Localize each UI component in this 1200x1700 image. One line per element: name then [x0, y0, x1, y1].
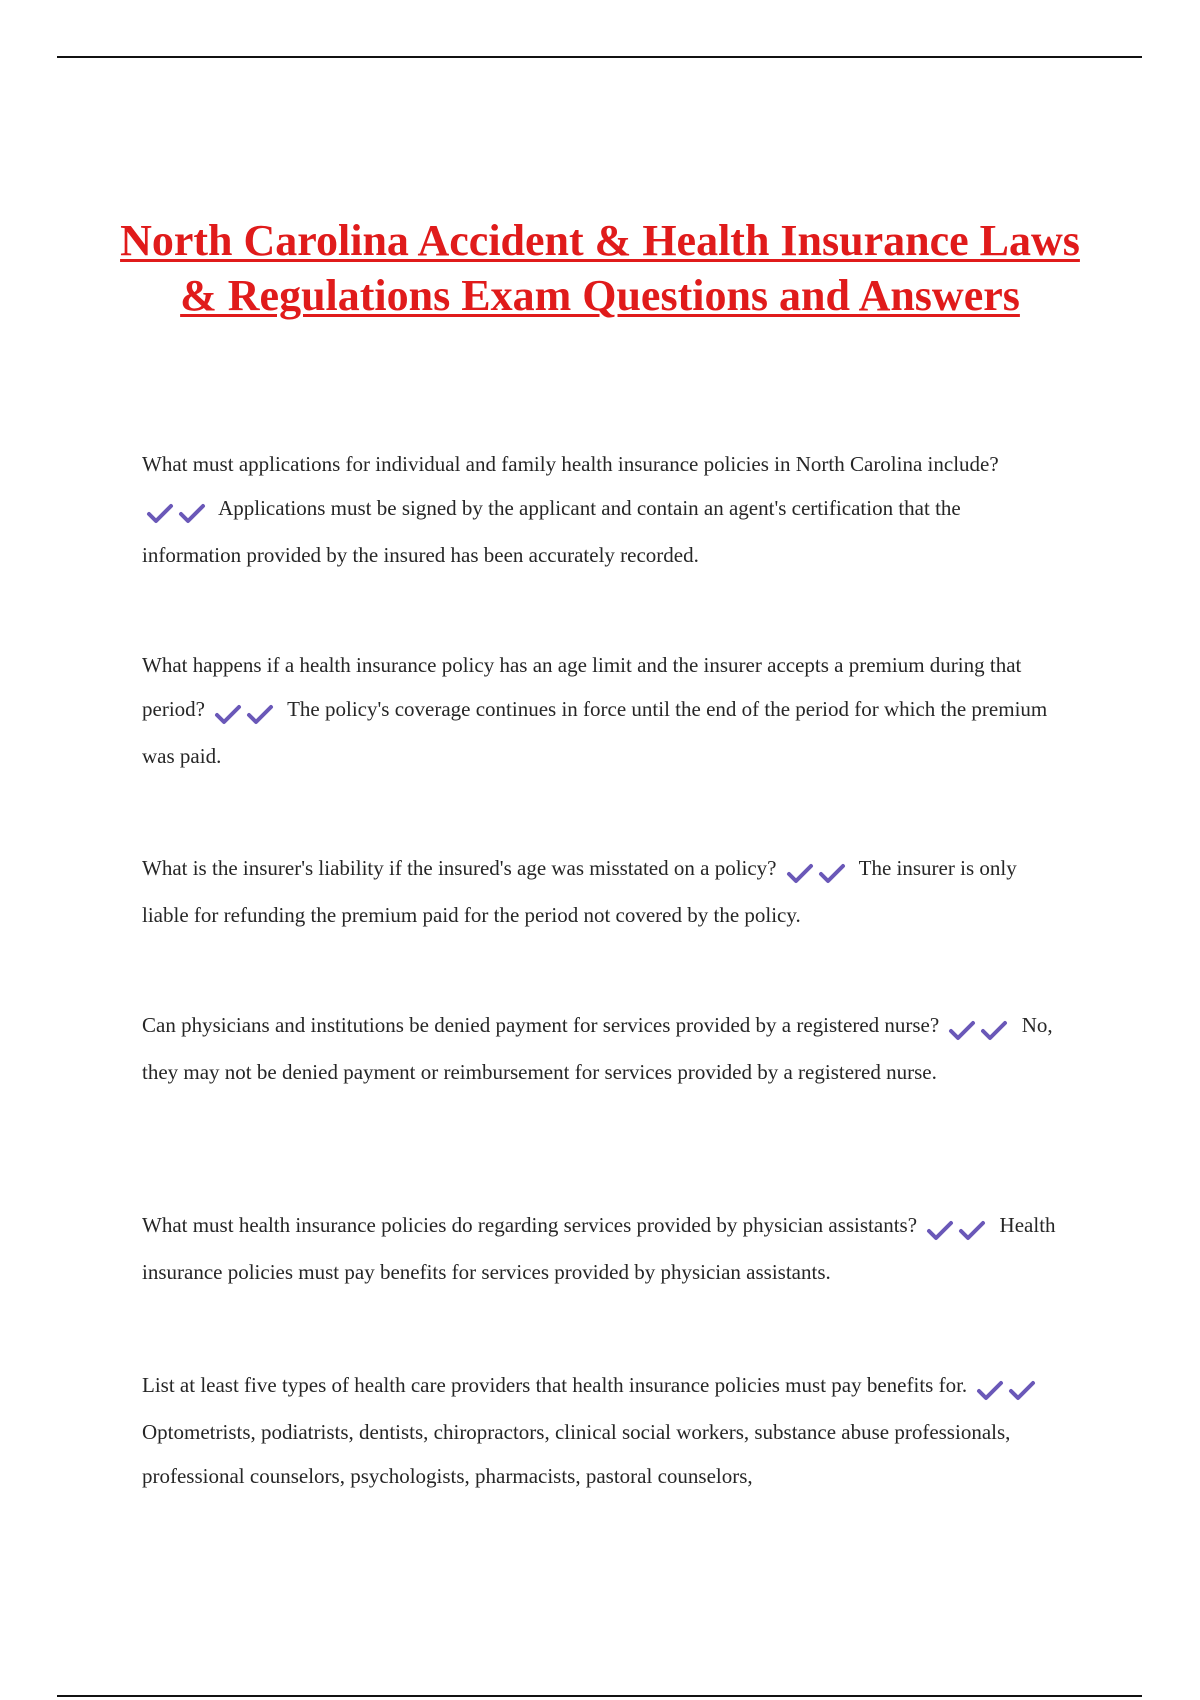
qa-item [142, 1203, 1062, 1294]
qa-item [142, 643, 1062, 778]
double-check-icon [786, 849, 850, 893]
qa-item [142, 442, 1062, 577]
qa-item [142, 1003, 1062, 1094]
double-check-icon [146, 489, 210, 533]
question-text: What must health insurance policies do regarding services provided by physician assistants? [142, 1213, 918, 1237]
question-text: What is the insurer's liability if the insured's age was misstated on a policy? [142, 856, 777, 880]
qa-item [142, 846, 1062, 937]
question-text: What happens if a health insurance policy has an age limit and the insurer accepts a premium during that period? [142, 653, 1022, 721]
answer-text: The policy's coverage continues in force until the end of the period for which the premium was paid. [142, 697, 1048, 768]
answer-text: Applications must be signed by the applicant and contain an agent's certification that the information provided by the insured has been accurately recorded. [142, 496, 961, 567]
double-check-icon [948, 1006, 1012, 1050]
answer-text: The insurer is only liable for refunding the premium paid for the period not covered by the policy. [142, 856, 1017, 927]
top-divider [57, 56, 1142, 58]
double-check-icon [976, 1366, 1040, 1410]
qa-item [142, 1363, 1062, 1498]
double-check-icon [214, 690, 278, 734]
answer-text: Optometrists, podiatrists, dentists, chiropractors, clinical social workers, substance abuse professionals, professional counselors, psychologists, pharmacists, pastoral counselors, [142, 1420, 1011, 1488]
bottom-divider [57, 1695, 1142, 1697]
document-title: North Carolina Accident & Health Insurance Laws & Regulations Exam Questions and Answers [120, 216, 1080, 320]
question-text: List at least five types of health care providers that health insurance policies must pay benefits for. [142, 1373, 968, 1397]
double-check-icon [926, 1206, 990, 1250]
question-text: Can physicians and institutions be denied payment for services provided by a registered nurse? [142, 1013, 940, 1037]
question-text: What must applications for individual and family health insurance policies in North Carolina include? [142, 452, 999, 476]
answer-text: No, they may not be denied payment or reimbursement for services provided by a registered nurse. [142, 1013, 1053, 1084]
answer-text: Health insurance policies must pay benefits for services provided by physician assistants. [142, 1213, 1056, 1284]
